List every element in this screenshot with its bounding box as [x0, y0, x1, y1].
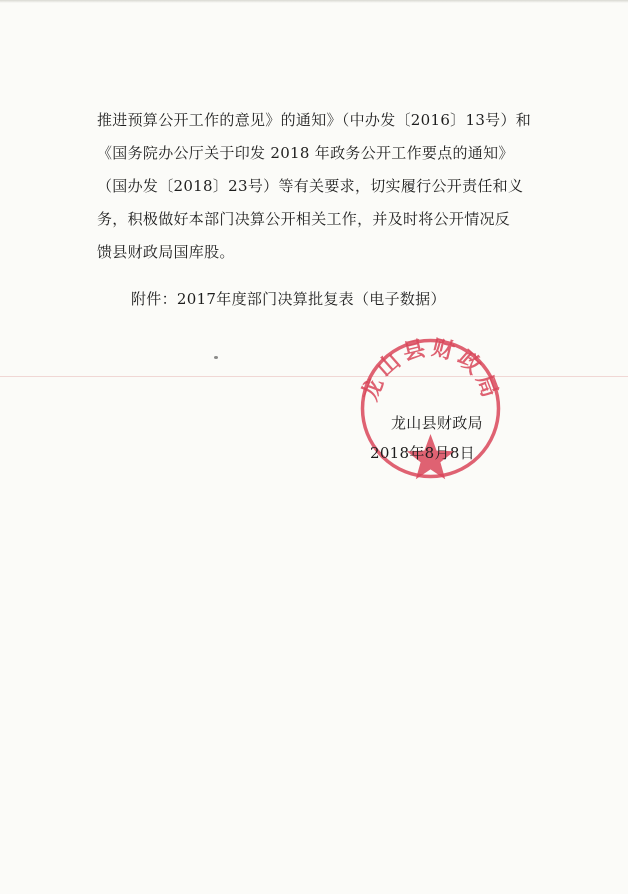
svg-text:龙山县财政局 [358, 336, 503, 405]
seal-text: 龙山县财政局 [358, 336, 503, 405]
body-line-1: 推进预算公开工作的意见》的通知》（中办发〔2016〕13号）和 [97, 111, 532, 129]
body-line-2: 《国务院办公厅关于印发 2018 年政务公开工作要点的通知》 [97, 144, 514, 162]
body-line-4: 务，积极做好本部门决算公开相关工作，并及时将公开情况反 [97, 210, 511, 228]
issuer-name: 龙山县财政局 [391, 414, 483, 432]
body-line-3: （国办发〔2018〕23号）等有关要求，切实履行公开责任和义 [97, 177, 524, 195]
fold-line [0, 376, 628, 377]
body-paragraph [97, 104, 555, 269]
attachment-line: 附件：2017年度部门决算批复表（电子数据） [131, 290, 446, 308]
body-line-5: 馈县财政局国库股。 [97, 243, 235, 261]
paper-speck [214, 356, 218, 359]
issue-date: 2018年8月8日 [370, 444, 475, 462]
scan-edge [0, 0, 628, 3]
